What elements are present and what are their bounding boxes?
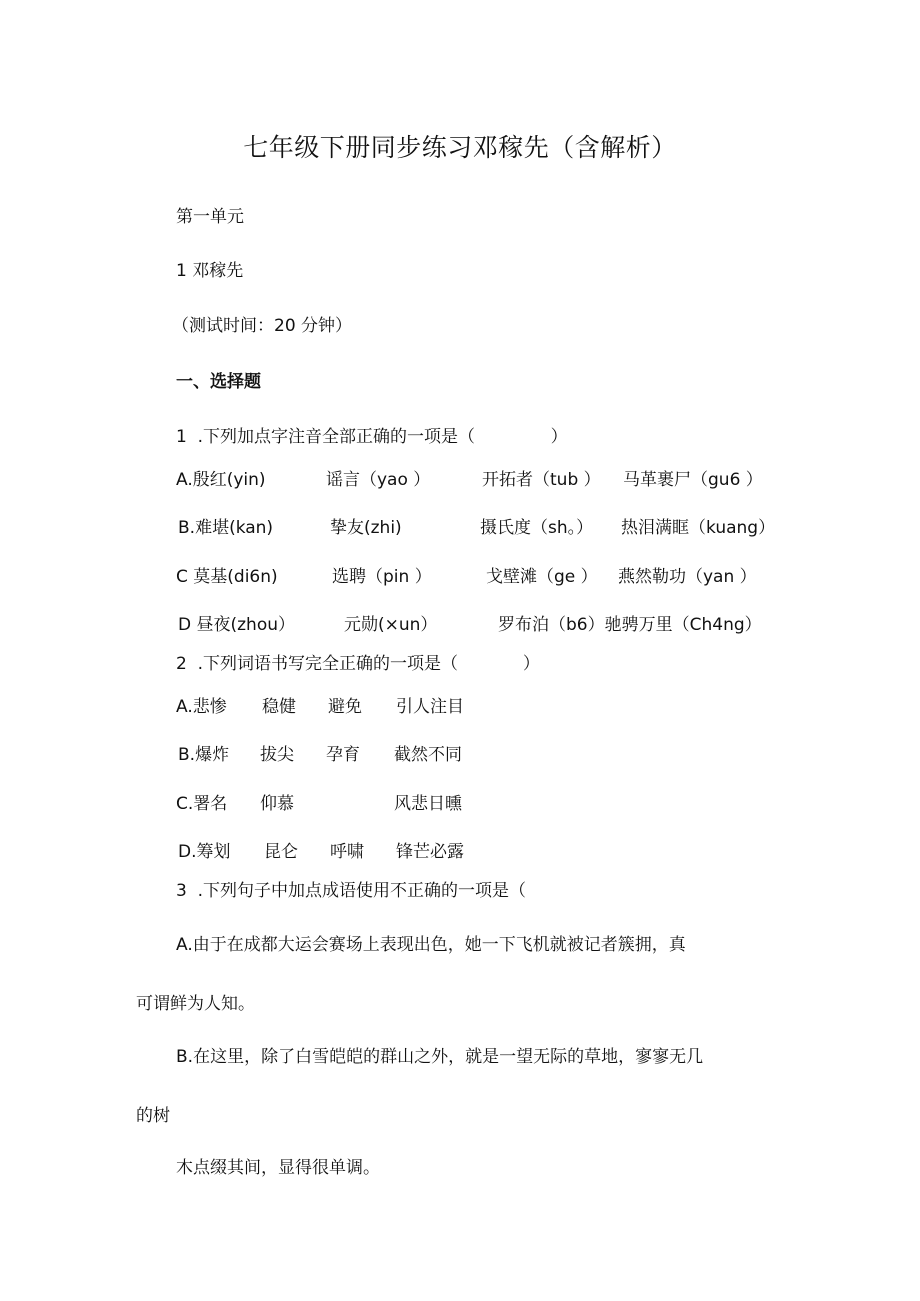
q3-option-b-line-2: 的树 [136,1106,170,1126]
q2-option-d-2: 昆仑 [264,842,298,862]
q2-option-a-2: 稳健 [262,697,296,717]
section-heading: 一、选择题 [176,372,261,392]
question-2-stem: 2 .下列词语书写完全正确的一项是（ ） [176,654,540,674]
q1-option-c-1: C 莫基(di6n) [176,567,278,587]
q1-option-a-4: 马革裹尸（gu6 ） [623,470,763,490]
q2-option-b-3: 孕育 [326,745,360,765]
q3-option-b-line-3: 木点缀其间，显得很单调。 [176,1158,380,1178]
q1-option-c-2: 选聘（pin ） [332,567,432,587]
q2-option-d-4: 锋芒必露 [396,842,464,862]
q1-option-b-1: B.难堪(kan) [178,518,274,538]
lesson-heading: 1 邓稼先 [176,261,244,281]
q2-option-b-1: B.爆炸 [178,745,230,765]
q1-option-a-2: 谣言（yao ） [326,470,431,490]
q1-option-b-4: 热泪满眶（kuang） [621,518,776,538]
q1-option-a-3: 开拓者（tub ） [482,470,601,490]
q1-option-c-4: 燕然勒功（yan ） [618,567,757,587]
q1-option-d-1: D 昼夜(zhou） [178,615,295,635]
q2-option-d-3: 呼啸 [330,842,364,862]
q1-option-a-1: A.殷红(yin) [176,470,266,490]
q1-option-d-3: 罗布泊（b6）驰骋万里（Ch4ng） [498,615,762,635]
question-1-stem: 1 .下列加点字注音全部正确的一项是（ ） [176,427,568,447]
q3-option-a-line-2: 可谓鲜为人知。 [136,994,255,1014]
q3-option-b-line-1: B.在这里，除了白雪皑皑的群山之外，就是一望无际的草地，寥寥无几 [176,1047,704,1067]
q1-option-b-3: 摄氏度（sh。） [480,518,594,538]
q1-option-c-3: 戈壁滩（ge ） [486,567,598,587]
unit-heading: 第一单元 [176,207,244,227]
q2-option-b-4: 截然不同 [394,745,462,765]
q2-option-a-1: A.悲惨 [176,697,227,717]
q3-option-a-line-1: A.由于在成都大运会赛场上表现出色，她一下飞机就被记者簇拥，真 [176,935,686,955]
q1-option-b-2: 挚友(zhi) [330,518,402,538]
question-3-stem: 3 .下列句子中加点成语使用不正确的一项是（ [176,881,527,901]
q2-option-c-4: 风悲日曛 [394,794,462,814]
q2-option-c-2: 仰慕 [260,794,294,814]
q2-option-c-1: C.署名 [176,794,228,814]
q1-option-d-2: 元勋(×un） [344,615,438,635]
test-time: （测试时间：20 分钟） [172,316,353,336]
q2-option-d-1: D.筹划 [178,842,231,862]
q2-option-b-2: 拔尖 [260,745,294,765]
q2-option-a-3: 避免 [328,697,362,717]
document-title: 七年级下册同步练习邓稼先（含解析） [243,133,677,162]
q2-option-a-4: 引人注目 [396,697,464,717]
